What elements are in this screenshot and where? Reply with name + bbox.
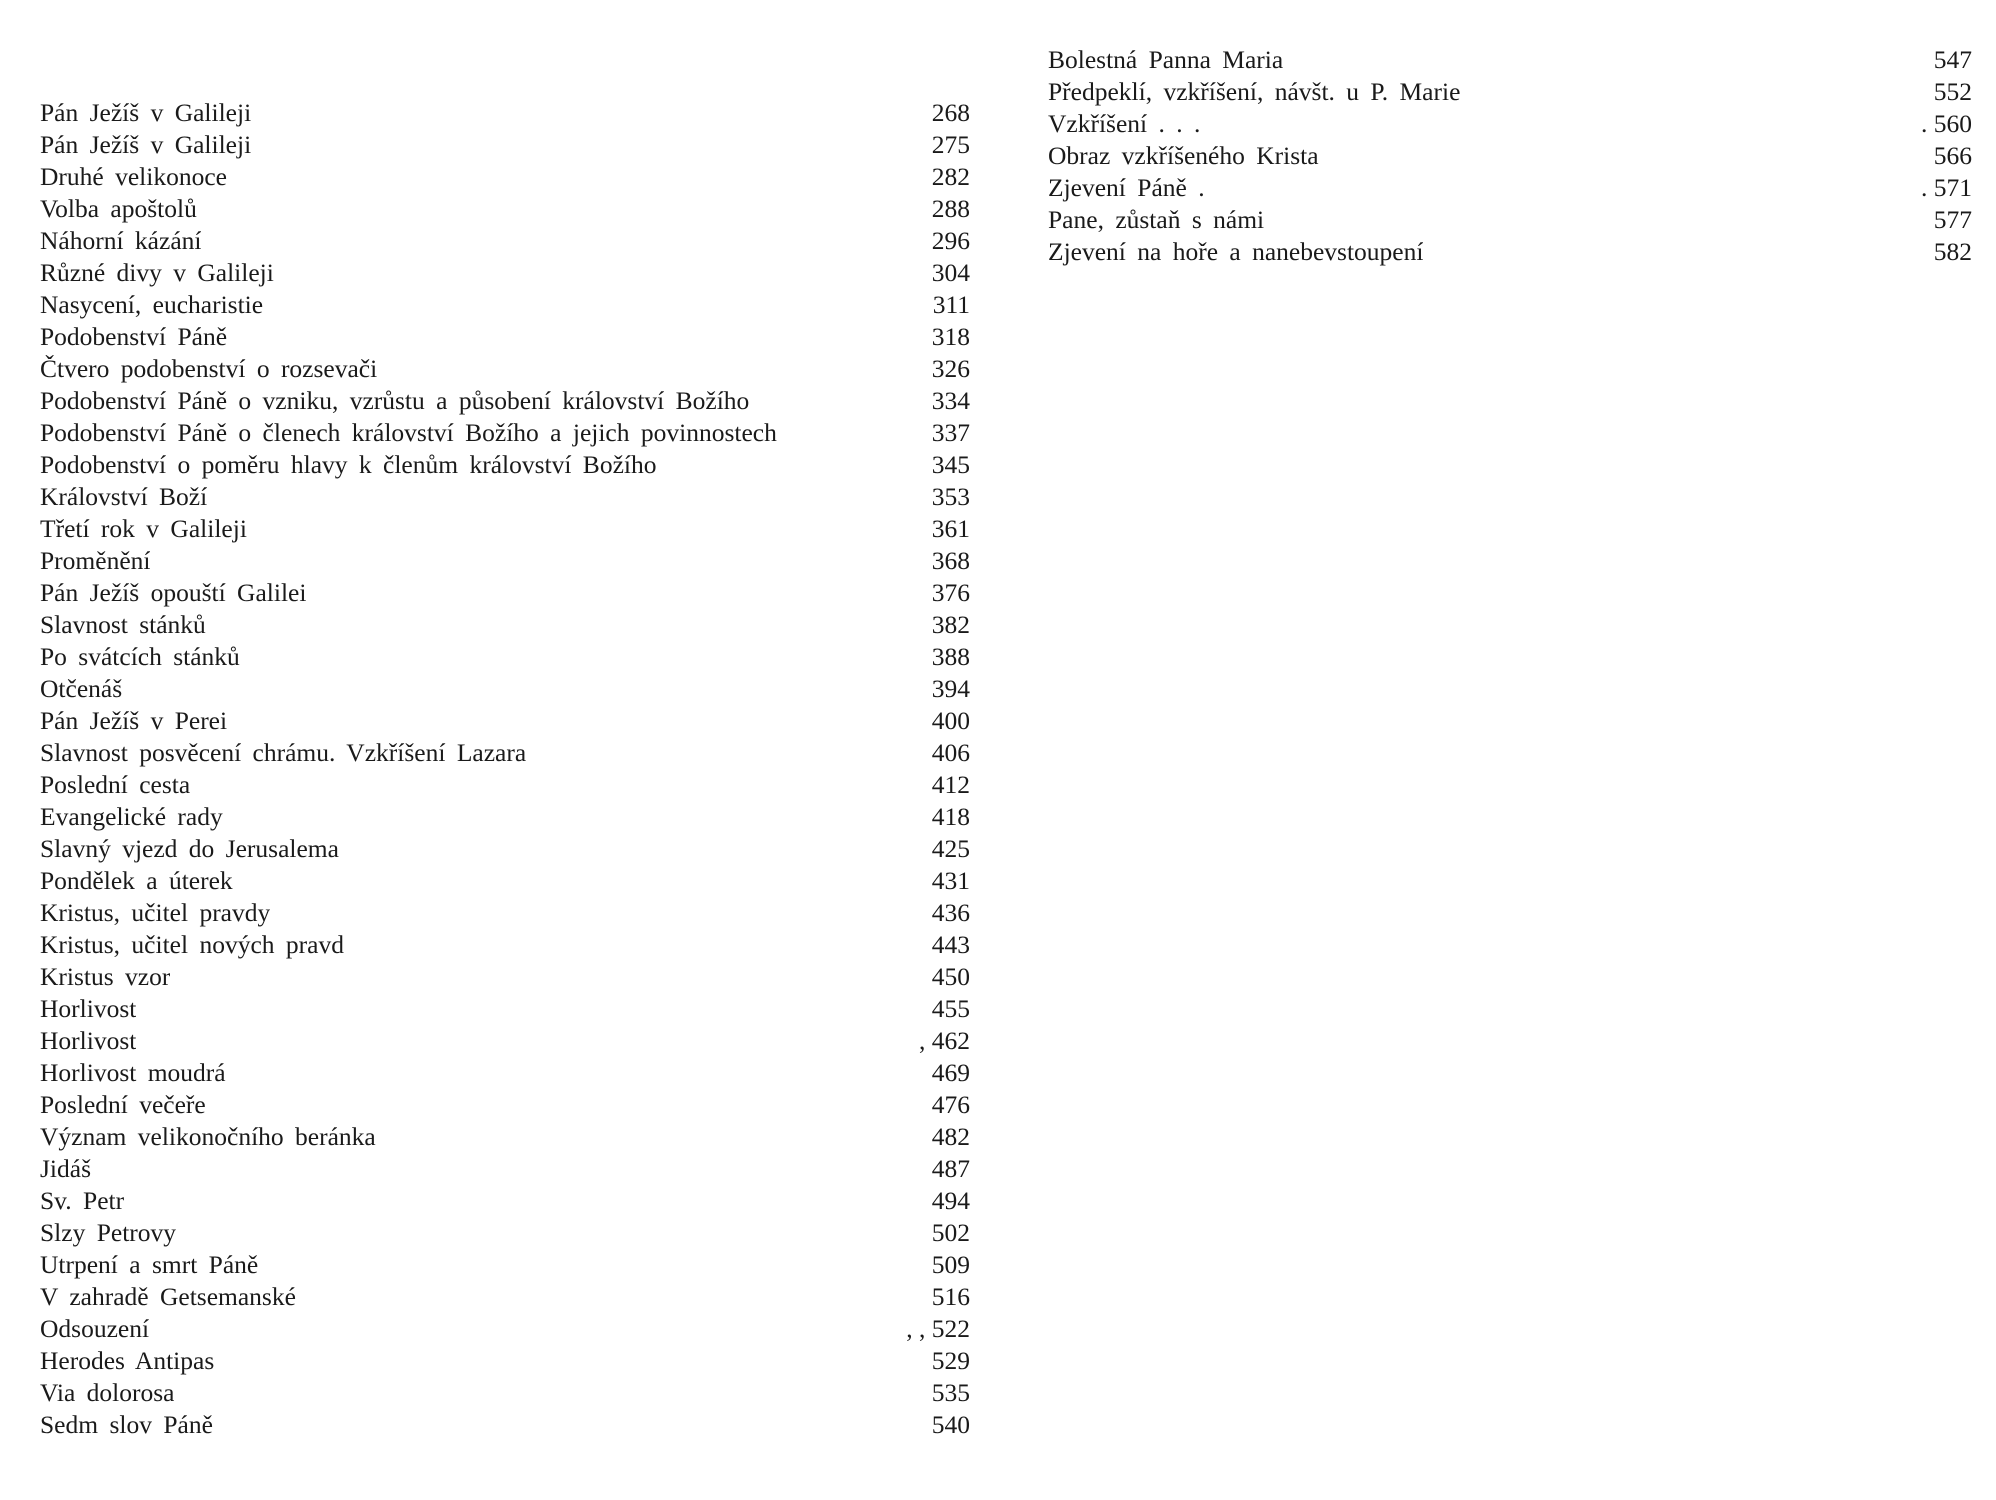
toc-entry-title: Slzy Petrovy <box>40 1218 177 1247</box>
toc-entry-title: Význam velikonočního beránka <box>40 1122 376 1151</box>
toc-entry-page-number: 361 <box>931 514 970 543</box>
toc-entry-page-number: 275 <box>931 130 970 159</box>
toc-entry-title: Poslední cesta <box>40 770 191 799</box>
toc-entry <box>1048 172 1972 204</box>
toc-entry-title: Zjevení na hoře a nanebevstoupení <box>1048 237 1424 266</box>
toc-entry-page-number: 318 <box>931 322 970 351</box>
toc-entry-page-number: 337 <box>931 418 970 447</box>
toc-entry-page-number: 577 <box>1933 205 1972 234</box>
toc-entry-page-number: 450 <box>931 962 970 991</box>
toc-entry-title: Kristus vzor <box>40 962 171 991</box>
toc-entry-title: Pán Ježíš v Galileji <box>40 130 252 159</box>
toc-entry-title: Pane, zůstaň s námi <box>1048 205 1265 234</box>
toc-entry-page-number: 334 <box>931 386 970 415</box>
toc-entry <box>40 1313 970 1345</box>
toc-entry-page-number: 368 <box>931 546 970 575</box>
toc-entry <box>40 1281 970 1313</box>
toc-entry <box>40 705 970 737</box>
toc-entry-title: Volba apoštolů <box>40 194 197 223</box>
toc-entry-page-number: 311 <box>932 290 970 319</box>
toc-entry <box>1048 76 1972 108</box>
toc-entry <box>40 1409 970 1441</box>
toc-entry-page-number: 431 <box>931 866 970 895</box>
toc-entry-page-number: 547 <box>1933 45 1972 74</box>
toc-entry <box>1048 44 1972 76</box>
toc-entry-page-number: 482 <box>931 1122 970 1151</box>
toc-entry <box>40 961 970 993</box>
toc-entry-page-number: 425 <box>931 834 970 863</box>
toc-entry-page-number: , , 522 <box>906 1314 970 1343</box>
toc-entry-page-number: 288 <box>931 194 970 223</box>
toc-entry-page-number: 552 <box>1933 77 1972 106</box>
toc-entry-title: Pondělek a úterek <box>40 866 233 895</box>
toc-entry-page-number: 282 <box>931 162 970 191</box>
toc-entry-page-number: 582 <box>1933 237 1972 266</box>
toc-entry-page-number: 400 <box>931 706 970 735</box>
toc-entry-title: Horlivost <box>40 1026 137 1055</box>
toc-entry-page-number: 406 <box>931 738 970 767</box>
toc-entry <box>40 353 970 385</box>
toc-entry-page-number: 509 <box>931 1250 970 1279</box>
toc-entry <box>40 1089 970 1121</box>
toc-entry-page-number: 455 <box>931 994 970 1023</box>
toc-entry-title: Slavnost posvěcení chrámu. Vzkříšení Lazara <box>40 738 527 767</box>
toc-entry-page-number: 382 <box>931 610 970 639</box>
toc-entry-title: Jidáš <box>40 1154 91 1183</box>
toc-entry-page-number: 540 <box>931 1410 970 1439</box>
toc-entry-page-number: 436 <box>931 898 970 927</box>
toc-entry <box>40 1377 970 1409</box>
toc-entry <box>40 1249 970 1281</box>
toc-entry-title: Náhorní kázání <box>40 226 202 255</box>
toc-entry <box>40 1185 970 1217</box>
toc-entry-title: Poslední večeře <box>40 1090 206 1119</box>
toc-entry <box>40 1025 970 1057</box>
toc-entry-page-number: 412 <box>931 770 970 799</box>
toc-entry-title: Království Boží <box>40 482 208 511</box>
toc-entry-page-number: 304 <box>931 258 970 287</box>
toc-entry <box>40 769 970 801</box>
toc-entry-title: Proměnění <box>40 546 151 575</box>
toc-entry-title: Horlivost moudrá <box>40 1058 226 1087</box>
toc-entry-title: Podobenství Páně o členech království Božího a jejich povinnostech <box>40 418 777 447</box>
toc-entry <box>40 225 970 257</box>
toc-entry <box>40 417 970 449</box>
toc-right-column <box>1048 44 1972 268</box>
toc-entry-title: Podobenství o poměru hlavy k členům království Božího <box>40 450 657 479</box>
toc-entry-page-number: 529 <box>931 1346 970 1375</box>
toc-entry-title: Sv. Petr <box>40 1186 125 1215</box>
toc-entry <box>40 193 970 225</box>
toc-entry <box>40 449 970 481</box>
toc-entry-title: Slavnost stánků <box>40 610 206 639</box>
toc-entry <box>1048 140 1972 172</box>
toc-entry-page-number: 394 <box>931 674 970 703</box>
toc-entry-page-number: . 571 <box>1921 173 1972 202</box>
toc-entry <box>40 929 970 961</box>
toc-entry-title: Pán Ježíš opouští Galilei <box>40 578 307 607</box>
toc-entry-page-number: 566 <box>1933 141 1972 170</box>
toc-entry-page-number: 376 <box>931 578 970 607</box>
toc-entry <box>40 129 970 161</box>
toc-entry-page-number: 353 <box>931 482 970 511</box>
toc-entry-title: Obraz vzkříšeného Krista <box>1048 141 1319 170</box>
toc-entry <box>40 737 970 769</box>
toc-entry <box>40 1217 970 1249</box>
toc-entry-title: Čtvero podobenství o rozsevači <box>40 354 378 383</box>
toc-entry-title: Otčenáš <box>40 674 123 703</box>
toc-entry-page-number: 487 <box>931 1154 970 1183</box>
toc-entry-title: Zjevení Páně . <box>1048 173 1205 202</box>
toc-entry <box>40 673 970 705</box>
toc-entry-title: Utrpení a smrt Páně <box>40 1250 259 1279</box>
toc-entry-title: Slavný vjezd do Jerusalema <box>40 834 339 863</box>
toc-entry-title: Vzkříšení . . . <box>1048 109 1201 138</box>
toc-entry-title: Nasycení, eucharistie <box>40 290 264 319</box>
toc-entry <box>40 865 970 897</box>
toc-entry-title: Herodes Antipas <box>40 1346 215 1375</box>
toc-entry-page-number: 535 <box>931 1378 970 1407</box>
toc-entry-page-number: 326 <box>931 354 970 383</box>
toc-entry-title: Třetí rok v Galileji <box>40 514 247 543</box>
toc-entry-title: Kristus, učitel pravdy <box>40 898 271 927</box>
toc-entry-title: Kristus, učitel nových pravd <box>40 930 344 959</box>
toc-entry-title: Různé divy v Galileji <box>40 258 274 287</box>
toc-entry <box>40 97 970 129</box>
toc-entry <box>40 641 970 673</box>
toc-entry <box>40 1057 970 1089</box>
toc-entry-title: Druhé velikonoce <box>40 162 227 191</box>
toc-entry-page-number: 268 <box>931 98 970 127</box>
toc-entry <box>40 993 970 1025</box>
toc-entry-page-number: 345 <box>931 450 970 479</box>
toc-entry <box>40 801 970 833</box>
toc-entry-page-number: 494 <box>931 1186 970 1215</box>
toc-entry-title: V zahradě Getsemanské <box>40 1282 296 1311</box>
toc-entry <box>40 321 970 353</box>
toc-entry-title: Podobenství Páně o vzniku, vzrůstu a působení království Božího <box>40 386 750 415</box>
toc-entry <box>40 545 970 577</box>
toc-entry-page-number: 418 <box>931 802 970 831</box>
toc-entry <box>1048 108 1972 140</box>
toc-entry <box>40 897 970 929</box>
toc-entry <box>1048 236 1972 268</box>
toc-entry-title: Pán Ježíš v Perei <box>40 706 228 735</box>
toc-entry <box>40 513 970 545</box>
toc-entry-title: Sedm slov Páně <box>40 1410 213 1439</box>
toc-entry-title: Po svátcích stánků <box>40 642 240 671</box>
toc-entry-title: Podobenství Páně <box>40 322 228 351</box>
toc-entry <box>40 1153 970 1185</box>
toc-entry-title: Via dolorosa <box>40 1378 175 1407</box>
toc-entry-page-number: . 560 <box>1921 109 1972 138</box>
toc-entry-title: Odsouzení <box>40 1314 150 1343</box>
toc-entry <box>40 161 970 193</box>
toc-entry-page-number: 296 <box>931 226 970 255</box>
toc-entry <box>40 609 970 641</box>
toc-entry <box>1048 204 1972 236</box>
toc-entry <box>40 385 970 417</box>
toc-entry-page-number: 476 <box>931 1090 970 1119</box>
toc-entry-title: Horlivost <box>40 994 137 1023</box>
toc-entry-title: Pán Ježíš v Galileji <box>40 98 252 127</box>
toc-entry-title: Evangelické rady <box>40 802 223 831</box>
toc-entry <box>40 1121 970 1153</box>
toc-entry-page-number: 516 <box>931 1282 970 1311</box>
toc-entry <box>40 481 970 513</box>
toc-entry-page-number: 388 <box>931 642 970 671</box>
toc-entry <box>40 1345 970 1377</box>
toc-entry-page-number: 502 <box>931 1218 970 1247</box>
toc-left-column <box>40 97 970 1441</box>
toc-entry <box>40 577 970 609</box>
toc-entry <box>40 289 970 321</box>
toc-entry-title: Předpeklí, vzkříšení, návšt. u P. Marie <box>1048 77 1461 106</box>
toc-entry-page-number: 443 <box>931 930 970 959</box>
toc-entry-page-number: , 462 <box>919 1026 970 1055</box>
toc-entry-title: Bolestná Panna Maria <box>1048 45 1284 74</box>
toc-entry <box>40 833 970 865</box>
toc-entry <box>40 257 970 289</box>
toc-entry-page-number: 469 <box>931 1058 970 1087</box>
